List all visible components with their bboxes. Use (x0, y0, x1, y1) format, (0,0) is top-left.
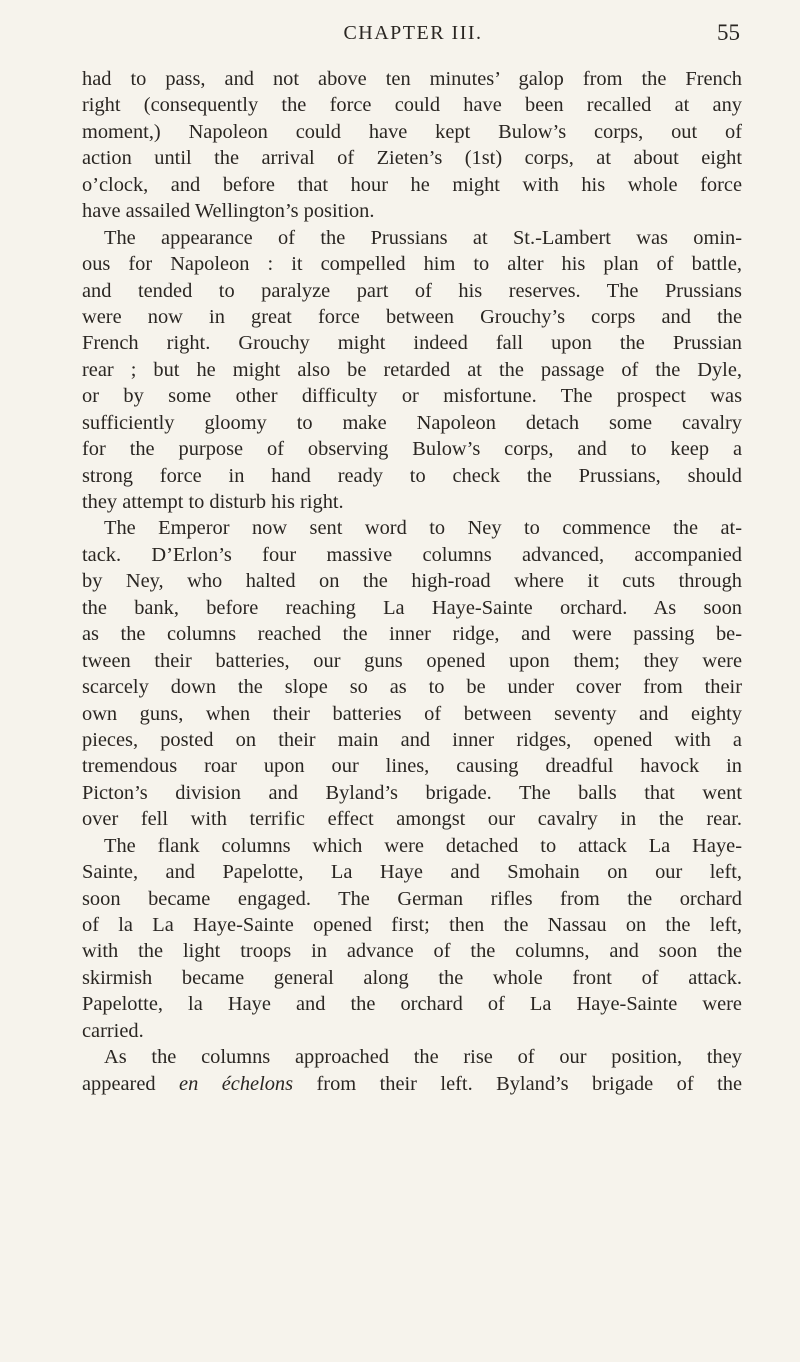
text-line: The appearance of the Prussians at St.-Lambert was omin- (104, 226, 742, 249)
text-line: for the purpose of observing Bulow’s corps, and to keep a (82, 438, 742, 461)
text-line: strong force in hand ready to check the Prussians, should (82, 464, 742, 487)
text-line: The flank columns which were detached to attack La Haye- (104, 834, 742, 857)
text-line: soon became engaged. The German rifles from the orchard (82, 887, 742, 910)
text-line (82, 1071, 742, 1097)
chapter-title: CHAPTER III. (343, 22, 483, 44)
text-line: ous for Napoleon : it compelled him to alter his plan of battle, (82, 253, 742, 276)
text-line: sufficiently gloomy to make Napoleon detach some cavalry (82, 411, 742, 434)
text-line: they attempt to disturb his right. (82, 491, 344, 513)
text-line: French right. Grouchy might indeed fall upon the Prussian (82, 332, 742, 355)
text-line: and tended to paralyze part of his reserves. The Prussians (82, 279, 742, 302)
text-segment: appeared (82, 1072, 180, 1095)
text-line: action until the arrival of Zieten’s (1st) corps, at about eight (82, 147, 742, 170)
text-line: tween their batteries, our guns opened upon them; they were (82, 649, 742, 672)
text-line: own guns, when their batteries of between seventy and eighty (82, 702, 742, 725)
text-line: or by some other difficulty or misfortune. The prospect was (82, 385, 742, 408)
text-line: tremendous roar upon our lines, causing dreadful havock in (82, 755, 742, 778)
body-text (82, 66, 742, 1097)
text-line: tack. D’Erlon’s four massive columns advanced, accompanied (82, 543, 742, 566)
text-line: Sainte, and Papelotte, La Haye and Smohain on our left, (82, 861, 742, 884)
text-line: with the light troops in advance of the columns, and soon the (82, 940, 742, 963)
running-head (86, 18, 740, 58)
text-line: as the columns reached the inner ridge, and were passing be- (82, 623, 742, 646)
text-line: scarcely down the slope so as to be under cover from their (82, 676, 742, 699)
text-line: Papelotte, la Haye and the orchard of La Haye-Sainte were (82, 993, 742, 1016)
text-line: As the columns approached the rise of our position, they (104, 1046, 742, 1069)
text-line: o’clock, and before that hour he might with his whole force (82, 173, 742, 196)
text-line: Picton’s division and Byland’s brigade. The balls that went (82, 781, 742, 804)
text-line: pieces, posted on their main and inner ridges, opened with a (82, 728, 742, 751)
text-line: by Ney, who halted on the high-road where it cuts through (82, 570, 742, 593)
text-line: moment,) Napoleon could have kept Bulow’s corps, out of (82, 120, 742, 143)
text-line: rear ; but he might also be retarded at the passage of the Dyle, (82, 358, 742, 381)
italic-phrase: en échelons (179, 1072, 294, 1095)
text-line: right (consequently the force could have been recalled at any (82, 94, 742, 117)
page-number: 55 (717, 20, 740, 45)
text-line: The Emperor now sent word to Ney to commence the at- (104, 517, 742, 540)
text-line: had to pass, and not above ten minutes’ galop from the French (82, 68, 742, 90)
text-line: the bank, before reaching La Haye-Sainte orchard. As soon (82, 596, 742, 619)
text-segment: from their left. Byland’s brigade of the (293, 1072, 742, 1095)
text-line: carried. (82, 1019, 144, 1042)
text-line: of la La Haye-Sainte opened first; then the Nassau on the left, (82, 914, 742, 936)
text-line: have assailed Wellington’s position. (82, 200, 375, 223)
text-line: were now in great force between Grouchy’s corps and the (82, 305, 742, 328)
text-line: skirmish became general along the whole front of attack. (82, 966, 742, 989)
text-line: over fell with terrific effect amongst our cavalry in the rear. (82, 808, 742, 831)
